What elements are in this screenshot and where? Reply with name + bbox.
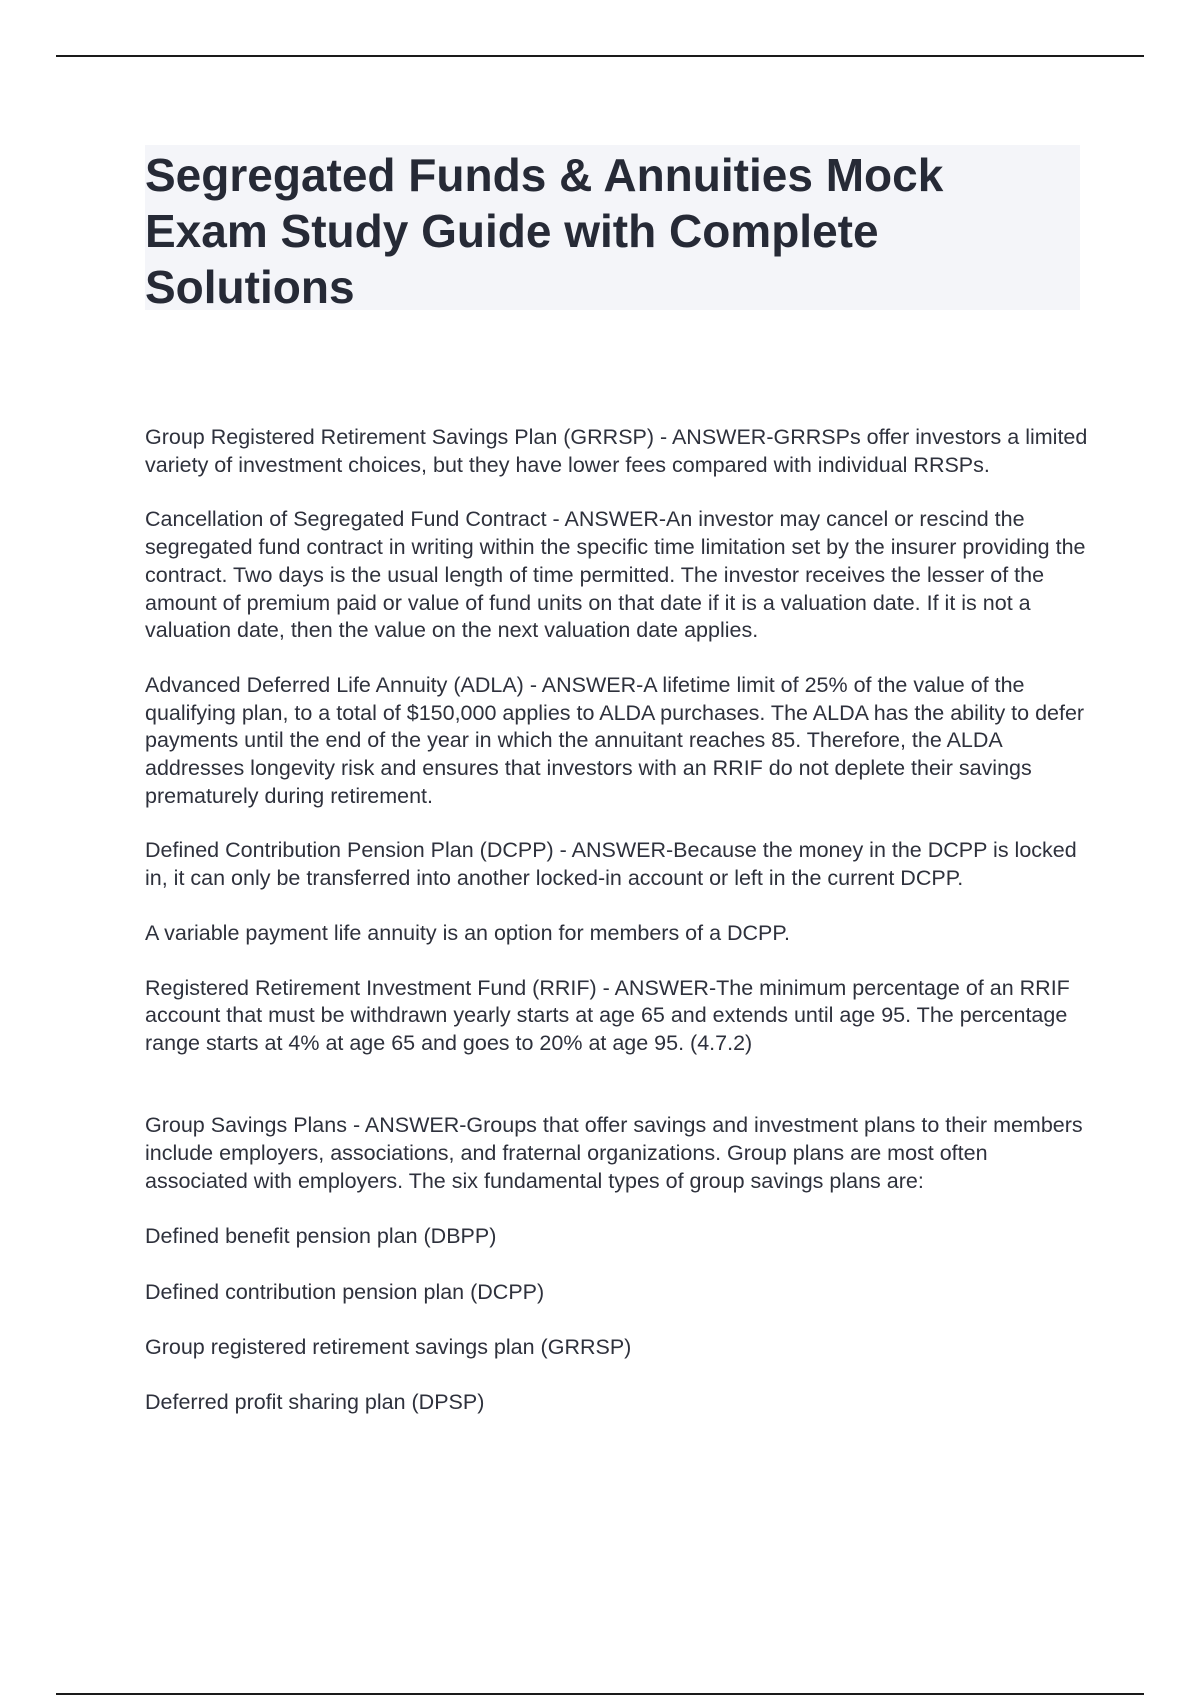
qa-entry-group-savings: [145, 1085, 1090, 1445]
document-title: Segregated Funds & Annuities Mock Exam Study Guide with Complete Solutions: [145, 149, 944, 313]
group-savings-item: Deferred profit sharing plan (DPSP): [145, 1390, 485, 1415]
qa-entry-adla: Advanced Deferred Life Annuity (ADLA) - ANSWER-A lifetime limit of 25% of the value of the qualifying plan, to a total of $150,000 applies to ALDA purchases. The ALDA has the ability to defer payments until the end of the year in which the annuitant reaches 85. Therefore, the ALDA addresses longevity risk and ensures that investors with an RRIF do not deplete their savings prematurely during retirement.: [145, 672, 1085, 808]
document-body: [145, 424, 1090, 1472]
qa-entry-cancellation: Cancellation of Segregated Fund Contract - ANSWER-An investor may cancel or rescind the segregated fund contract in writing within the specific time limitation set by the insurer providing the contract. Two days is the usual length of time permitted. The investor receives the lesser of the amount of premium paid or value of fund units on that date if it is a valuation date. If it is not a valuation date, then the value on the next valuation date applies.: [145, 507, 1086, 643]
bottom-divider: [56, 1693, 1144, 1695]
group-savings-item: Defined contribution pension plan (DCPP): [145, 1279, 545, 1304]
qa-entry-dcpp: Defined Contribution Pension Plan (DCPP) - ANSWER-Because the money in the DCPP is locked in, it can only be transferred into another locked-in account or left in the current DCPP.: [145, 838, 1077, 891]
group-savings-intro: Group Savings Plans - ANSWER-Groups that offer savings and investment plans to their members include employers, associations, and fraternal organizations. Group plans are most often associated with employers. The six fundamental types of group savings plans are:: [145, 1113, 1083, 1193]
qa-entry-rrif: Registered Retirement Investment Fund (RRIF) - ANSWER-The minimum percentage of an RRIF account that must be withdrawn yearly starts at age 65 and extends until age 95. The percentage range starts at 4% at age 65 and goes to 20% at age 95. (4.7.2): [145, 975, 1070, 1055]
group-savings-item: Defined benefit pension plan (DBPP): [145, 1224, 497, 1249]
group-savings-item: Group registered retirement savings plan (GRRSP): [145, 1334, 632, 1359]
top-divider: [56, 55, 1144, 57]
note-variable-annuity: A variable payment life annuity is an option for members of a DCPP.: [145, 920, 790, 945]
title-block: [145, 145, 1080, 313]
qa-entry-grrsp: Group Registered Retirement Savings Plan (GRRSP) - ANSWER-GRRSPs offer investors a limited variety of investment choices, but they have lower fees compared with individual RRSPs.: [145, 425, 1088, 477]
